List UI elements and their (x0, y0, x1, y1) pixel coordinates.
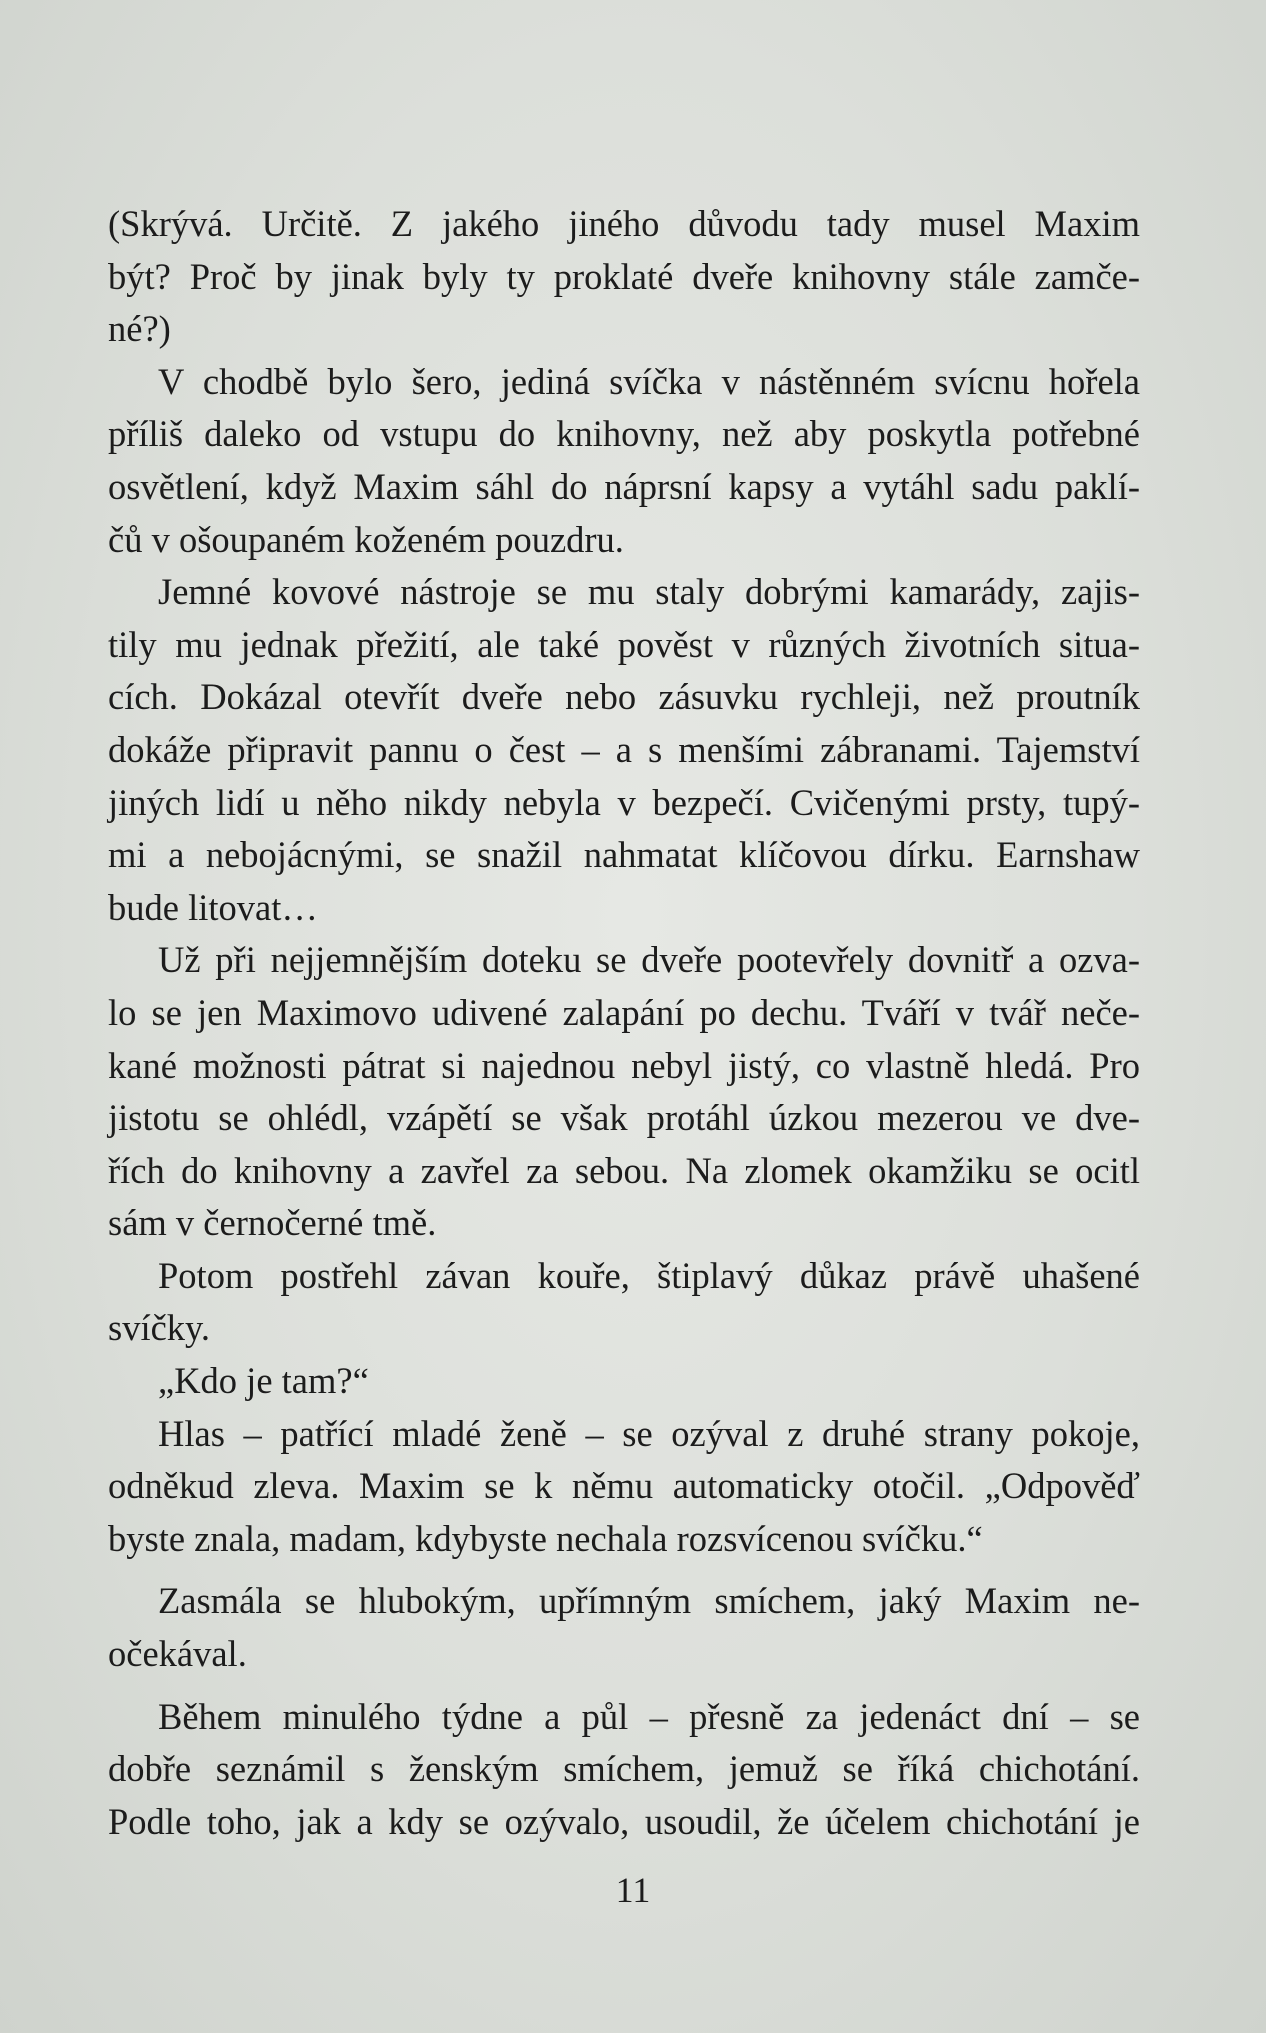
text-line: mi a nebojácnými, se snažil nahmatat klíčovou dírku. Earnshaw (108, 834, 1140, 876)
text-line: lo se jen Maximovo udivené zalapání po dechu. Tváří v tvář neče- (108, 991, 1140, 1033)
text-line: Hlas – patřící mladé ženě – se ozýval z druhé strany pokoje, (158, 1412, 1140, 1454)
text-line: né?) (108, 308, 171, 350)
text-line: jiných lidí u něho nikdy nebyla v bezpečí. Cvičenými prsty, tupý- (108, 781, 1140, 823)
text-line: tily mu jednak přežití, ale také pověst v různých životních situa- (108, 623, 1140, 665)
text-line: Potom postřehl závan kouře, štiplavý důkaz právě uhašené (158, 1254, 1140, 1296)
text-line: Podle toho, jak a kdy se ozývalo, usoudil, že účelem chichotání je (108, 1800, 1140, 1842)
text-line: příliš daleko od vstupu do knihovny, než aby poskytla potřebné (108, 413, 1140, 455)
text-line: V chodbě bylo šero, jediná svíčka v nástěnném svícnu hořela (158, 360, 1140, 402)
text-line: dokáže připravit pannu o čest – a s menšími zábranami. Tajemství (108, 728, 1140, 770)
text-line: svíčky. (108, 1307, 211, 1349)
text-line: dobře seznámil s ženským smíchem, jemuž se říká chichotání. (108, 1748, 1140, 1790)
page-text (108, 198, 1140, 1848)
page-number: 11 (615, 1870, 651, 1910)
text-line: „Kdo je tam?“ (158, 1360, 369, 1402)
text-line: kané možnosti pátrat si najednou nebyl jistý, co vlastně hledá. Pro (108, 1044, 1140, 1086)
text-line: být? Proč by jinak byly ty proklaté dveře knihovny stále zamče- (108, 255, 1140, 297)
text-line: čů v ošoupaném koženém pouzdru. (108, 518, 624, 560)
text-line: (Skrývá. Určitě. Z jakého jiného důvodu tady musel Maxim (108, 203, 1140, 244)
text-line: jistotu se ohlédl, vzápětí se však protáhl úzkou mezerou ve dve- (108, 1097, 1140, 1139)
text-line: Jemné kovové nástroje se mu staly dobrými kamarády, zajis- (158, 571, 1140, 613)
text-line: sám v černočerné tmě. (108, 1202, 437, 1244)
text-line: očekával. (108, 1633, 247, 1675)
text-line: Už při nejjemnějším doteku se dveře pootevřely dovnitř a ozva- (158, 939, 1140, 981)
text-line: cích. Dokázal otevřít dveře nebo zásuvku rychleji, než proutník (108, 676, 1140, 718)
text-line: Zasmála se hlubokým, upřímným smíchem, jaký Maxim ne- (158, 1580, 1140, 1622)
text-line: osvětlení, když Maxim sáhl do náprsní kapsy a vytáhl sadu paklí- (108, 465, 1140, 507)
text-line: Během minulého týdne a půl – přesně za jedenáct dní – se (158, 1695, 1140, 1737)
text-line: odněkud zleva. Maxim se k němu automaticky otočil. „Odpověď (108, 1465, 1140, 1507)
text-line: byste znala, madam, kdybyste nechala rozsvícenou svíčku.“ (108, 1517, 983, 1559)
text-line: řích do knihovny a zavřel za sebou. Na zlomek okamžiku se ocitl (108, 1149, 1140, 1191)
text-line: bude litovat… (108, 886, 318, 928)
